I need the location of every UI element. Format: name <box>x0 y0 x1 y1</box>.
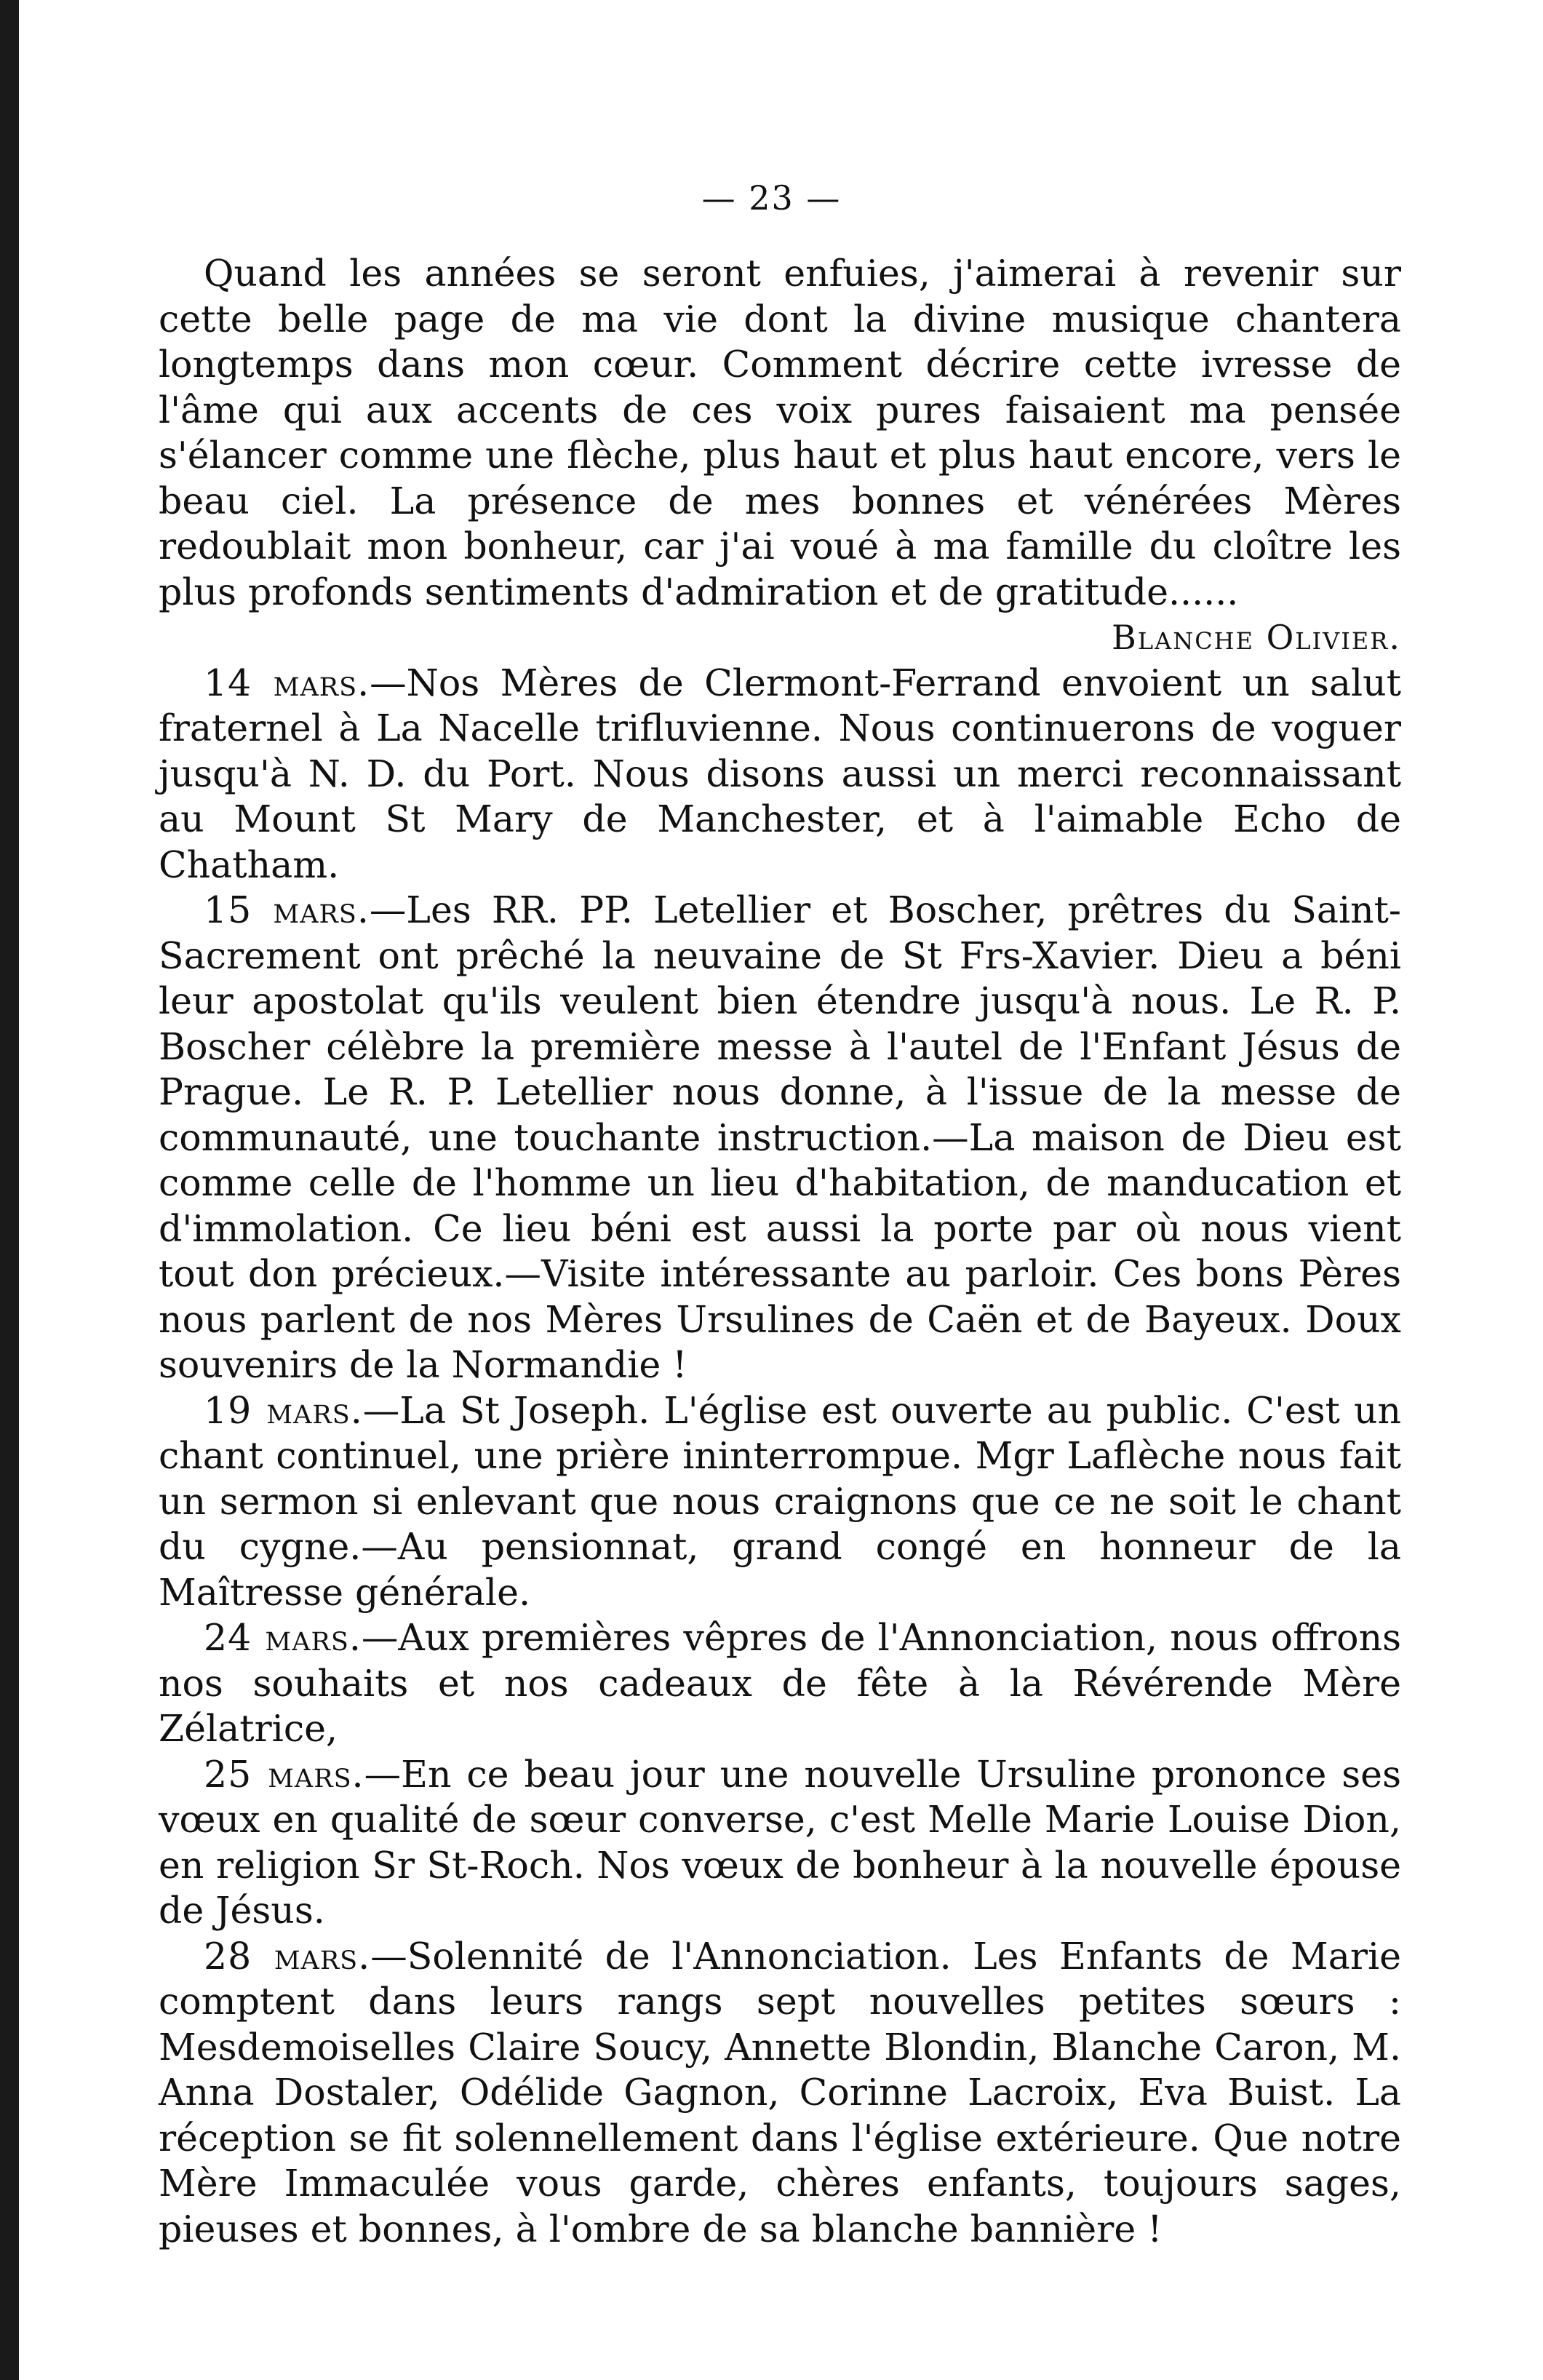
entry-date: 24 mars. <box>204 1616 362 1659</box>
entry-date: 28 mars. <box>204 1934 371 1978</box>
entry-text: —En ce beau jour une nouvelle Ursuline prononce ses vœux en qualité de sœur converse, c'est Melle Marie Louise Dion, en religion Sr St-Roch. Nos vœux de bonheur à la nouvelle épouse de Jésus. <box>159 1752 1401 1932</box>
entry-date: 19 mars. <box>204 1388 363 1432</box>
entry-date: 15 mars. <box>204 888 370 931</box>
entry-text: —Nos Mères de Clermont-Ferrand envoient un salut fraternel à La Nacelle trifluvienne. Nous continuerons de voguer jusqu'à N. D. du Port. Nous disons aussi un merci reconnaissant au Mount St Mary de Manchester, et à l'aimable Echo de Chatham. <box>159 661 1402 886</box>
entry-text: —Aux premières vêpres de l'Annonciation, nous offrons nos souhaits et nos cadeaux de fête à la Révérende Mère Zélatrice, <box>159 1616 1402 1750</box>
signature: Blanche Olivier. <box>1112 618 1401 657</box>
entry-24-mars <box>159 1615 1401 1752</box>
entry-28-mars <box>159 1934 1401 2253</box>
entry-text: —Les RR. PP. Letellier et Boscher, prêtres du Saint-Sacrement ont prêché la neuvaine de St Frs-Xavier. Dieu a béni leur apostolat qu'ils veulent bien étendre jusqu'à nous. Le R. P. Boscher célèbre la première messe à l'autel de l'Enfant Jésus de Prague. Le R. P. Letellier nous donne, à l'issue de la messe de communauté, une touchante instruction.—La maison de Dieu est comme celle de l'homme un lieu d'habitation, de manducation et d'immolation. Ce lieu béni est aussi la porte par où nous vient tout don précieux.—Visite intéressante au parloir. Ces bons Pères nous parlent de nos Mères Ursulines de Caën et de Bayeux. Doux souvenirs de la Normandie ! <box>159 888 1401 1386</box>
entry-text: —La St Joseph. L'église est ouverte au public. C'est un chant continuel, une prière ininterrompue. Mgr Laflèche nous fait un sermon si enlevant que nous craignons que ce ne soit le chant du cygne.—Au pensionnat, grand congé en honneur de la Maîtresse générale. <box>159 1388 1401 1614</box>
entry-date: 14 mars. <box>204 661 370 704</box>
entry-15-mars <box>159 888 1401 1388</box>
entry-14-mars <box>159 661 1401 888</box>
entry-19-mars <box>159 1388 1401 1616</box>
page-number: — 23 — <box>701 178 842 218</box>
scan-left-edge <box>0 0 19 2380</box>
entry-text: —Solennité de l'Annonciation. Les Enfants de Marie comptent dans leurs rangs sept nouvelles petites sœurs : Mesdemoiselles Claire Soucy, Annette Blondin, Blanche Caron, M. Anna Dostaler, Odélide Gagnon, Corinne Lacroix, Eva Buist. La réception se fit solennellement dans l'église extérieure. Que notre Mère Immaculée vous garde, chères enfants, toujours sages, pieuses et bonnes, à l'ombre de sa blanche bannière ! <box>159 1934 1401 2250</box>
intro-paragraph: Quand les années se seront enfuies, j'aimerai à revenir sur cette belle page de ma vie dont la divine musique chantera longtemps dans mon cœur. Comment décrire cette ivresse de l'âme qui aux accents de ces voix pures faisaient ma pensée s'élancer comme une flèche, plus haut et plus haut encore, vers le beau ciel. La présence de mes bonnes et vénérées Mères redoublait mon bonheur, car j'ai voué à ma famille du cloître les plus profonds sentiments d'admiration et de gratitude...... <box>159 252 1401 613</box>
page-body <box>159 251 1401 2252</box>
entry-25-mars <box>159 1752 1401 1934</box>
entry-date: 25 mars. <box>204 1752 364 1796</box>
